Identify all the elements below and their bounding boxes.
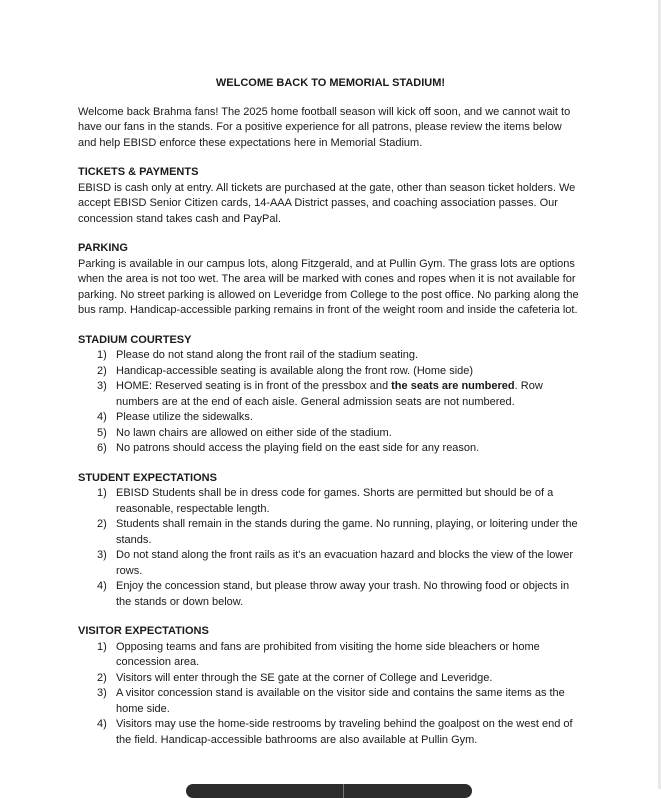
list-item-text: Enjoy the concession stand, but please throw away your trash. No throwing food or objects in the stands or down below. <box>116 580 570 608</box>
list-item-text: Please utilize the sidewalks. <box>116 411 253 423</box>
courtesy-list <box>78 348 583 457</box>
list-number: 3) <box>97 380 107 392</box>
list-item <box>78 441 583 457</box>
list-item <box>78 410 583 426</box>
visitors-heading: VISITOR EXPECTATIONS <box>78 625 209 637</box>
list-item-text: Students shall remain in the stands during the game. No running, playing, or loitering under the stands. <box>116 518 578 546</box>
list-item <box>78 364 583 380</box>
list-number: 1) <box>97 640 107 653</box>
list-number: 2) <box>97 671 107 684</box>
visitors-section <box>78 624 583 748</box>
list-item-text: Opposing teams and fans are prohibited from visiting the home side bleachers or home concession area. <box>116 640 540 668</box>
list-item <box>78 517 583 548</box>
students-section <box>78 471 583 611</box>
list-item <box>78 379 583 410</box>
list-item <box>78 717 583 748</box>
list-number: 5) <box>97 426 107 439</box>
list-item-text: Handicap-accessible seating is available along the front row. (Home side) <box>116 364 474 377</box>
list-item-text: EBISD Students shall be in dress code for games. Shorts are permitted but should be of a reasonable, respectable length. <box>116 487 554 515</box>
intro-paragraph: Welcome back Brahma fans! The 2025 home football season will kick off soon, and we cannot wait to have our fans in the stands. For a positive experience for all patrons, please review the items below and help EBISD enforce these expectations here in Memorial Stadium. <box>78 105 571 149</box>
list-number: 1) <box>97 349 107 361</box>
list-item-text: Do not stand along the front rails as it's an evacuation hazard and blocks the view of the lower rows. <box>116 549 574 577</box>
list-number: 2) <box>97 364 107 377</box>
list-item <box>78 640 583 671</box>
tickets-section <box>78 165 583 227</box>
students-list <box>78 486 583 610</box>
parking-section <box>78 241 583 319</box>
list-item <box>78 348 583 364</box>
list-item-text: A visitor concession stand is available on the visitor side and contains the same items as the home side. <box>116 687 565 715</box>
list-item-text: Please do not stand along the front rail of the stadium seating. <box>116 349 419 361</box>
list-item <box>78 486 583 517</box>
students-heading: STUDENT EXPECTATIONS <box>78 471 217 484</box>
parking-heading: PARKING <box>78 242 128 254</box>
tickets-heading: TICKETS & PAYMENTS <box>78 166 199 178</box>
bottom-toolbar[interactable] <box>186 784 472 798</box>
list-number: 4) <box>97 411 107 423</box>
list-item <box>78 686 583 717</box>
list-item-text: Visitors will enter through the SE gate at the corner of College and Leveridge. <box>116 671 493 684</box>
list-item-text: No patrons should access the playing field on the east side for any reason. <box>116 442 480 454</box>
toolbar-divider <box>343 784 344 798</box>
list-number: 4) <box>97 580 107 592</box>
list-number: 3) <box>97 687 107 699</box>
list-number: 1) <box>97 487 107 499</box>
list-item-text-post: . Row numbers are at the end of each aisle. General admission seats are not numbered. <box>116 380 543 408</box>
parking-body: Parking is available in our campus lots, along Fitzgerald, and at Pullin Gym. The grass lots are options when the area is not too wet. The area will be marked with cones and ropes when it is not available for parking. No street parking is allowed on Leveridge from College to the post office. No parking along the bus ramp. Handicap-accessible parking remains in front of the weight room and inside the cafeteria lot. <box>78 257 579 316</box>
list-item <box>78 548 583 579</box>
list-number: 4) <box>97 718 107 730</box>
list-number: 2) <box>97 518 107 530</box>
list-item-text: Visitors may use the home-side restrooms by traveling behind the goalpost on the west end of the field. Handicap-accessible bathrooms are also available at Pullin Gym. <box>116 718 573 746</box>
list-number: 3) <box>97 549 107 561</box>
list-item <box>78 426 583 442</box>
visitors-list <box>78 640 583 749</box>
list-item-text: No lawn chairs are allowed on either side of the stadium. <box>116 426 392 439</box>
tickets-body: EBISD is cash only at entry. All tickets are purchased at the gate, other than season ticket holders. We accept EBISD Senior Citizen cards, 14-AAA District passes, and coaching association passes. Our concession stand takes cash and PayPal. <box>78 181 576 225</box>
list-number: 6) <box>97 442 107 454</box>
document-title: WELCOME BACK TO MEMORIAL STADIUM! <box>215 77 446 89</box>
courtesy-section <box>78 333 583 457</box>
list-item-text-pre: HOME: Reserved seating is in front of the pressbox and <box>116 380 392 392</box>
courtesy-heading: STADIUM COURTESY <box>78 333 192 346</box>
list-item <box>78 579 583 610</box>
list-item <box>78 671 583 687</box>
document-page <box>78 76 583 748</box>
list-item-text-bold: the seats are numbered <box>391 380 515 392</box>
